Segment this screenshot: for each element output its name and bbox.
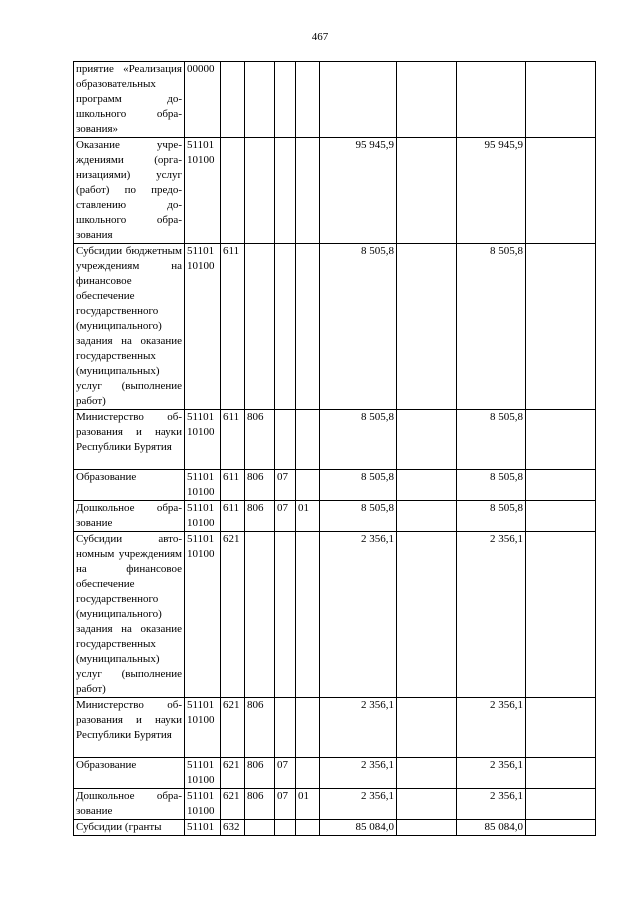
column-8-cell (397, 789, 457, 820)
page-number: 467 (311, 31, 329, 43)
target-article-code-cell: 00000 (185, 62, 221, 138)
total-amount-cell: 2 356,1 (320, 532, 397, 698)
row-name-cell: Дошкольное образование (74, 789, 185, 820)
column-8-cell (397, 410, 457, 470)
column-10-cell (526, 62, 596, 138)
table-row (74, 244, 596, 410)
column-8-cell (397, 62, 457, 138)
row-name-cell: Образование (74, 470, 185, 501)
section-cell (275, 532, 296, 698)
subsection-cell (296, 244, 320, 410)
column-9-amount-cell: 8 505,8 (457, 244, 526, 410)
target-article-code-cell: 51101 10100 (185, 532, 221, 698)
section-cell (275, 698, 296, 758)
total-amount-cell: 95 945,9 (320, 138, 397, 244)
table-row (74, 698, 596, 758)
table-row (74, 501, 596, 532)
column-10-cell (526, 138, 596, 244)
admin-code-cell (245, 244, 275, 410)
table-row (74, 470, 596, 501)
column-8-cell (397, 820, 457, 836)
table-row (74, 789, 596, 820)
table-row (74, 62, 596, 138)
expense-type-cell: 611 (221, 501, 245, 532)
column-8-cell (397, 698, 457, 758)
target-article-code-cell: 51101 10100 (185, 758, 221, 789)
subsection-cell: 01 (296, 501, 320, 532)
expense-type-cell: 621 (221, 789, 245, 820)
total-amount-cell: 8 505,8 (320, 244, 397, 410)
total-amount-cell: 85 084,0 (320, 820, 397, 836)
row-name-cell: Субсидии автономным учреждениям на финансовое обеспечение государственного (муниципального) задания на оказание государственных (муниципальных) услуг (выполнение работ) (74, 532, 185, 698)
column-9-amount-cell: 8 505,8 (457, 410, 526, 470)
total-amount-cell: 8 505,8 (320, 470, 397, 501)
total-amount-cell: 8 505,8 (320, 410, 397, 470)
section-cell (275, 62, 296, 138)
expense-type-cell (221, 138, 245, 244)
subsection-cell (296, 820, 320, 836)
column-10-cell (526, 410, 596, 470)
subsection-cell (296, 62, 320, 138)
column-10-cell (526, 698, 596, 758)
table-row (74, 532, 596, 698)
column-9-amount-cell: 2 356,1 (457, 758, 526, 789)
subsection-cell: 01 (296, 789, 320, 820)
subsection-cell (296, 138, 320, 244)
budget-table (73, 61, 596, 836)
row-name-cell: Министерство образования и науки Республики Бурятия (74, 698, 185, 758)
expense-type-cell: 611 (221, 410, 245, 470)
column-10-cell (526, 758, 596, 789)
section-cell: 07 (275, 501, 296, 532)
subsection-cell (296, 698, 320, 758)
target-article-code-cell: 51101 10100 (185, 470, 221, 501)
expense-type-cell: 632 (221, 820, 245, 836)
admin-code-cell (245, 820, 275, 836)
column-10-cell (526, 789, 596, 820)
target-article-code-cell: 51101 10100 (185, 138, 221, 244)
row-name-cell: Образование (74, 758, 185, 789)
admin-code-cell (245, 532, 275, 698)
admin-code-cell (245, 62, 275, 138)
expense-type-cell (221, 62, 245, 138)
admin-code-cell (245, 138, 275, 244)
column-8-cell (397, 532, 457, 698)
column-9-amount-cell: 85 084,0 (457, 820, 526, 836)
expense-type-cell: 611 (221, 470, 245, 501)
total-amount-cell: 2 356,1 (320, 758, 397, 789)
admin-code-cell: 806 (245, 410, 275, 470)
column-9-amount-cell: 95 945,9 (457, 138, 526, 244)
row-name-cell: Министерство образования и науки Республики Бурятия (74, 410, 185, 470)
section-cell: 07 (275, 758, 296, 789)
table-row (74, 758, 596, 789)
column-8-cell (397, 138, 457, 244)
admin-code-cell: 806 (245, 698, 275, 758)
section-cell (275, 138, 296, 244)
column-9-amount-cell: 2 356,1 (457, 698, 526, 758)
expense-type-cell: 621 (221, 758, 245, 789)
target-article-code-cell: 51101 10100 (185, 501, 221, 532)
row-name-cell: Субсидии (гранты (74, 820, 185, 836)
budget-table-body (74, 62, 596, 836)
subsection-cell (296, 470, 320, 501)
expense-type-cell: 611 (221, 244, 245, 410)
total-amount-cell (320, 62, 397, 138)
table-row (74, 138, 596, 244)
section-cell: 07 (275, 789, 296, 820)
target-article-code-cell: 51101 10100 (185, 698, 221, 758)
admin-code-cell: 806 (245, 758, 275, 789)
row-name-cell: Субсидии бюджетным учреждениям на финансовое обеспечение государственного (муниципального) задания на оказание государственных (муниципальных) услуг (выполнение работ) (74, 244, 185, 410)
total-amount-cell: 2 356,1 (320, 698, 397, 758)
table-row (74, 410, 596, 470)
column-10-cell (526, 501, 596, 532)
target-article-code-cell: 51101 (185, 820, 221, 836)
column-10-cell (526, 470, 596, 501)
section-cell (275, 244, 296, 410)
expense-type-cell: 621 (221, 532, 245, 698)
column-8-cell (397, 758, 457, 789)
column-8-cell (397, 501, 457, 532)
total-amount-cell: 8 505,8 (320, 501, 397, 532)
section-cell (275, 410, 296, 470)
subsection-cell (296, 410, 320, 470)
column-9-amount-cell: 8 505,8 (457, 501, 526, 532)
row-name-cell: приятие «Реализация образовательных программ дошкольного образования» (74, 62, 185, 138)
column-9-amount-cell: 2 356,1 (457, 789, 526, 820)
table-row (74, 820, 596, 836)
row-name-cell: Дошкольное образование (74, 501, 185, 532)
total-amount-cell: 2 356,1 (320, 789, 397, 820)
admin-code-cell: 806 (245, 789, 275, 820)
column-10-cell (526, 820, 596, 836)
section-cell: 07 (275, 470, 296, 501)
target-article-code-cell: 51101 10100 (185, 244, 221, 410)
admin-code-cell: 806 (245, 501, 275, 532)
target-article-code-cell: 51101 10100 (185, 410, 221, 470)
column-10-cell (526, 244, 596, 410)
column-10-cell (526, 532, 596, 698)
expense-type-cell: 621 (221, 698, 245, 758)
column-8-cell (397, 244, 457, 410)
subsection-cell (296, 532, 320, 698)
column-9-amount-cell: 8 505,8 (457, 470, 526, 501)
column-8-cell (397, 470, 457, 501)
row-name-cell: Оказание учреждениями (организациями) услуг (работ) по предоставлению дошкольного образования (74, 138, 185, 244)
section-cell (275, 820, 296, 836)
column-9-amount-cell: 2 356,1 (457, 532, 526, 698)
target-article-code-cell: 51101 10100 (185, 789, 221, 820)
admin-code-cell: 806 (245, 470, 275, 501)
subsection-cell (296, 758, 320, 789)
column-9-amount-cell (457, 62, 526, 138)
